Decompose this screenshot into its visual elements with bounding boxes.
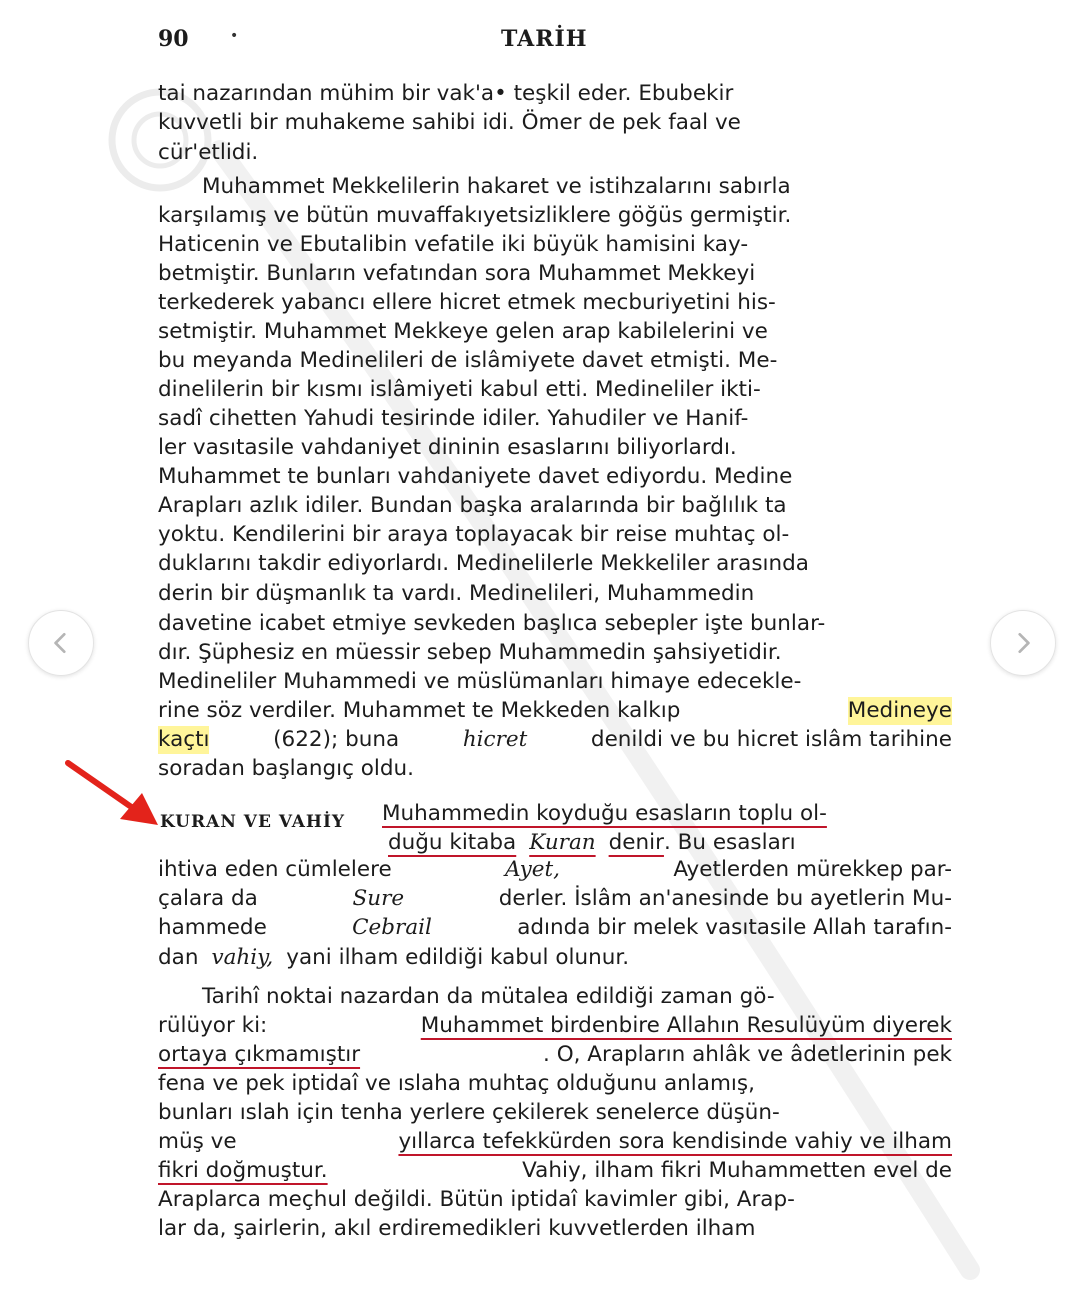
text-line: yoktu. Kendilerini bir araya toplayacak bir reise muhtaç ol- — [158, 522, 790, 547]
text-line: kuvvetli bir muhakeme sahibi idi. Ömer de pek faal ve — [158, 110, 741, 135]
text-line: bu meyanda Medinelileri de islâmiyete davet etmişti. Me- — [158, 348, 778, 373]
section-heading: KURAN VE VAHİY — [160, 812, 346, 832]
text-line: duğu kitaba Kuran denir . Bu esasları — [388, 830, 796, 855]
text-line: bunları ıslah için tenha yerlere çekilerek senelerce düşün- — [158, 1100, 780, 1125]
text-line: fikri doğmuştur. Vahiy, ilham fikri Muhammetten evel de — [158, 1158, 952, 1183]
next-page-button[interactable] — [990, 610, 1056, 676]
text-line: hammede Cebrail adında bir melek vasıtasile Allah tarafın- — [158, 915, 952, 940]
text-line: Tarihî noktai nazardan da mütalea edildiği zaman gö- — [202, 984, 775, 1009]
chevron-right-icon — [1010, 630, 1036, 656]
underlined-text: fikri doğmuştur. — [158, 1158, 328, 1183]
underlined-text: Muhammedin koyduğu esasların toplu ol- — [382, 801, 827, 826]
highlighted-text: kaçtı — [158, 727, 210, 752]
text-line: sadî cihetten Yahudi tesirinde idiler. Yahudiler ve Hanif- — [158, 406, 749, 431]
text-line: çalara da Sure derler. İslâm an'anesinde bu ayetlerin Mu- — [158, 886, 952, 911]
underlined-text: yıllarca tefekkürden sora kendisinde vahiy ve ilham — [398, 1129, 952, 1154]
previous-page-button[interactable] — [28, 610, 94, 676]
text-line: Muhammet te bunları vahdaniyete davet ediyordu. Medine — [158, 464, 793, 489]
page-number: 90 — [158, 26, 189, 52]
highlighted-text: Medineye — [847, 698, 952, 723]
text-line: fena ve pek iptidaî ve ıslaha muhtaç olduğunu anlamış, — [158, 1071, 755, 1096]
text-line: davetine icabet etmiye sevkeden başlıca sebepler işte bunlar- — [158, 611, 826, 636]
text-line — [382, 800, 952, 828]
chevron-left-icon — [48, 630, 74, 656]
text-line: Araplarca meçhul değildi. Bütün iptidaî kavimler gibi, Arap- — [158, 1187, 795, 1212]
red-arrow-icon — [62, 757, 162, 829]
text-line: terkederek yabancı ellere hicret etmek mecburiyetini his- — [158, 290, 776, 315]
text-line: dinelilerin bir kısmı islâmiyeti kabul etti. Medineliler ikti- — [158, 377, 761, 402]
underlined-text: Muhammet birdenbire Allahın Resulüyüm diyerek — [420, 1013, 952, 1038]
text-line: dır. Şüphesiz en müessir sebep Muhammedin şahsiyetidir. — [158, 640, 782, 665]
text-line: müş ve yıllarca tefekkürden sora kendisinde vahiy ve ilham — [158, 1129, 952, 1154]
text-line: rine söz verdiler. Muhammet te Mekkeden kalkıp Medineye — [158, 698, 952, 723]
text-line: tai nazarından mühim bir vak'a• teşkil eder. Ebubekir — [158, 81, 734, 106]
text-line: rülüyor ki: Muhammet birdenbire Allahın Resulüyüm diyerek — [158, 1013, 952, 1038]
running-title: TARİH — [501, 26, 588, 52]
text-line: ortaya çıkmamıştır . O, Arapların ahlâk ve âdetlerinin pek — [158, 1042, 952, 1067]
text-line: setmiştir. Muhammet Mekkeye gelen arap kabilelerini ve — [158, 319, 768, 344]
text-line: ihtiva eden cümlelere Ayet, Ayetlerden mürekkep par- — [158, 857, 952, 882]
underlined-text: denir — [608, 830, 664, 855]
text-line: ler vasıtasile vahdaniyet dininin esaslarını biliyorlardı. — [158, 435, 737, 460]
text-line: dan vahiy, yani ilham edildiği kabul olunur. — [158, 945, 630, 970]
underlined-text: Kuran — [529, 830, 596, 855]
underlined-text: ortaya çıkmamıştır — [158, 1042, 361, 1067]
text-line: Haticenin ve Ebutalibin vefatile iki büyük hamisini kay- — [158, 232, 749, 257]
text-line: Arapları azlık idiler. Bundan başka aralarında bir bağlılık ta — [158, 493, 787, 518]
header-dot: • — [230, 28, 239, 44]
page-header — [158, 26, 958, 60]
text-line: kaçtı (622); buna hicret denildi ve bu hicret islâm tarihine — [158, 727, 952, 752]
underlined-text: duğu kitaba — [388, 830, 517, 855]
text-line: derin bir düşmanlık ta vardı. Medinelileri, Muhammedin — [158, 581, 755, 606]
text-line: karşılamış ve bütün muvaffakıyetsizliklere göğüs germiştir. — [158, 203, 792, 228]
text-line: lar da, şairlerin, akıl erdiremedikleri kuvvetlerden ilham — [158, 1216, 756, 1241]
text-line: cür'etlidi. — [158, 140, 259, 165]
text-line: Muhammet Mekkelilerin hakaret ve istihzalarını sabırla — [202, 174, 791, 199]
text-line: soradan başlangıç oldu. — [158, 756, 414, 781]
text-line: duklarını takdir ediyorlardı. Medinelilerle Mekkeliler arasında — [158, 551, 809, 576]
text-line: Medineliler Muhammedi ve müslümanları himaye edecekle- — [158, 669, 802, 694]
text-line: betmiştir. Bunların vefatından sora Muhammet Mekkeyi — [158, 261, 756, 286]
